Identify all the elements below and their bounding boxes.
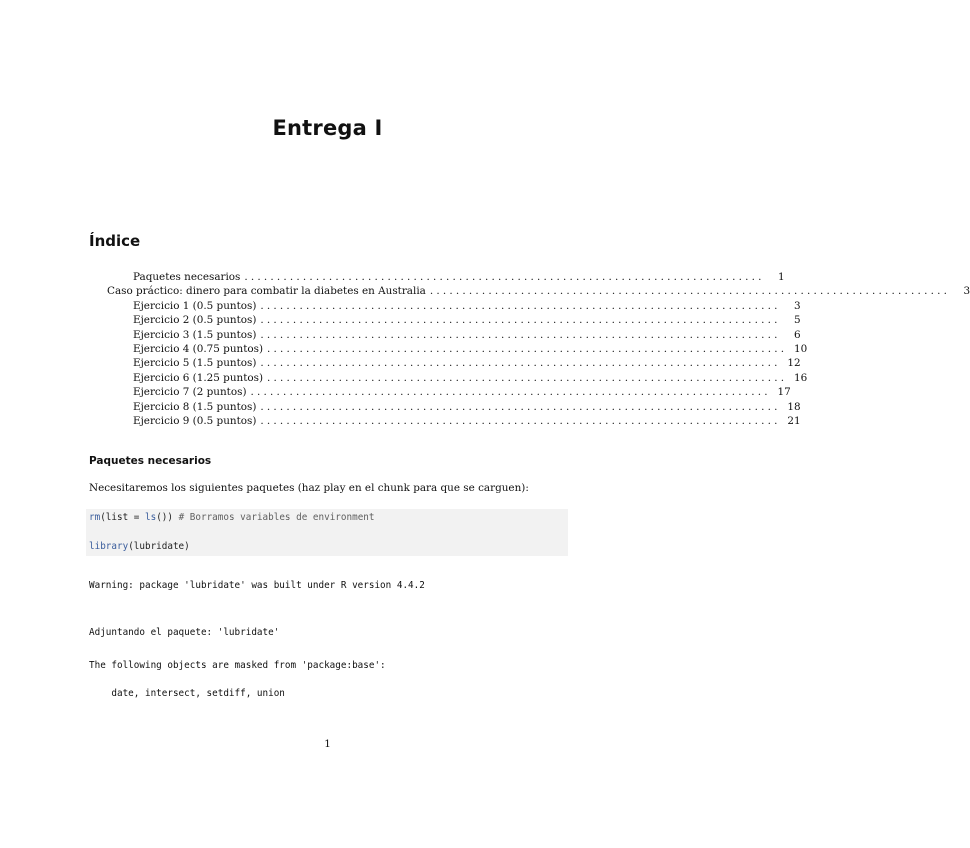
toc-entry-page: 5 bbox=[794, 314, 801, 327]
toc-entry-page: 16 bbox=[794, 371, 808, 384]
toc-entry[interactable] bbox=[133, 356, 801, 370]
code-args: (lubridate) bbox=[128, 541, 190, 552]
toc-entry-label: Paquetes necesarios bbox=[133, 271, 241, 283]
toc-entry-label: Ejercicio 6 (1.25 puntos) bbox=[133, 371, 264, 384]
toc-leader-dots: ................................................................................ bbox=[244, 271, 765, 283]
toc-entry[interactable] bbox=[133, 313, 801, 327]
toc-entry-label: Ejercicio 3 (1.5 puntos) bbox=[133, 328, 257, 341]
page-number: 1 bbox=[324, 738, 331, 750]
toc-entry-page: 12 bbox=[787, 357, 801, 370]
toc-leader-dots: ................................................................................ bbox=[429, 285, 951, 298]
toc-leader-dots: ................................................................................ bbox=[267, 371, 788, 384]
section-heading: Paquetes necesarios bbox=[89, 455, 212, 467]
toc-entry-page: 17 bbox=[777, 386, 791, 399]
toc-leader-dots: ................................................................................ bbox=[260, 314, 781, 327]
toc-entry-page: 3 bbox=[963, 285, 970, 298]
toc-entry-page: 18 bbox=[787, 400, 801, 413]
output-objects: date, intersect, setdiff, union bbox=[89, 688, 285, 699]
toc-leader-dots: ................................................................................ bbox=[267, 343, 788, 355]
output-attaching: Adjuntando el paquete: 'lubridate' bbox=[89, 627, 280, 638]
toc-entry[interactable] bbox=[133, 385, 791, 399]
toc-leader-dots: ................................................................................ bbox=[260, 299, 781, 312]
toc-entry-label: Caso práctico: dinero para combatir la diabetes en Australia bbox=[107, 285, 426, 298]
toc-entry[interactable] bbox=[133, 371, 808, 385]
toc-entry[interactable] bbox=[133, 414, 801, 428]
code-fn-library: library bbox=[89, 541, 129, 552]
toc-leader-dots: ................................................................................ bbox=[260, 415, 781, 427]
toc-entry-label: Ejercicio 9 (0.5 puntos) bbox=[133, 415, 257, 427]
intro-paragraph: Necesitaremos los siguientes paquetes (haz play en el chunk para que se carguen): bbox=[89, 482, 529, 494]
toc-entry[interactable] bbox=[133, 299, 801, 313]
toc-entry-label: Ejercicio 7 (2 puntos) bbox=[133, 386, 247, 399]
toc-entry[interactable] bbox=[133, 270, 785, 284]
output-masked: The following objects are masked from 'package:base': bbox=[89, 660, 386, 671]
toc-entry-label: Ejercicio 5 (1.5 puntos) bbox=[133, 357, 257, 370]
toc-entry[interactable] bbox=[133, 342, 808, 356]
toc-entry[interactable] bbox=[133, 400, 801, 414]
toc-leader-dots: ................................................................................ bbox=[260, 400, 781, 413]
code-block bbox=[86, 509, 568, 556]
toc-leader-dots: ................................................................................ bbox=[260, 357, 781, 370]
toc-leader-dots: ................................................................................ bbox=[250, 386, 771, 399]
toc-heading: Índice bbox=[89, 232, 141, 250]
code-line-2 bbox=[89, 541, 190, 552]
toc-entry-page: 10 bbox=[794, 343, 808, 355]
toc-entry-page: 3 bbox=[794, 299, 801, 312]
toc-entry-page: 21 bbox=[787, 415, 801, 427]
toc-entry-page: 1 bbox=[778, 271, 785, 283]
toc-entry-page: 6 bbox=[794, 328, 801, 341]
toc-entry[interactable] bbox=[133, 328, 801, 342]
document-title: Entrega I bbox=[272, 116, 383, 140]
code-fn-ls: ls bbox=[144, 512, 157, 523]
code-comment: # Borramos variables de environment bbox=[178, 512, 375, 523]
toc-entry-label: Ejercicio 1 (0.5 puntos) bbox=[133, 299, 257, 312]
toc-entry-label: Ejercicio 8 (1.5 puntos) bbox=[133, 400, 257, 413]
code-args: ()) bbox=[156, 512, 179, 523]
code-line-1 bbox=[89, 512, 374, 523]
toc-entry-label: Ejercicio 2 (0.5 puntos) bbox=[133, 314, 257, 327]
toc-entry[interactable] bbox=[107, 284, 970, 298]
output-warning: Warning: package 'lubridate' was built under R version 4.4.2 bbox=[89, 580, 425, 591]
code-fn-rm: rm bbox=[89, 512, 101, 523]
toc-entry-label: Ejercicio 4 (0.75 puntos) bbox=[133, 343, 264, 355]
code-args: (list = bbox=[100, 512, 145, 523]
toc-leader-dots: ................................................................................ bbox=[260, 328, 781, 341]
